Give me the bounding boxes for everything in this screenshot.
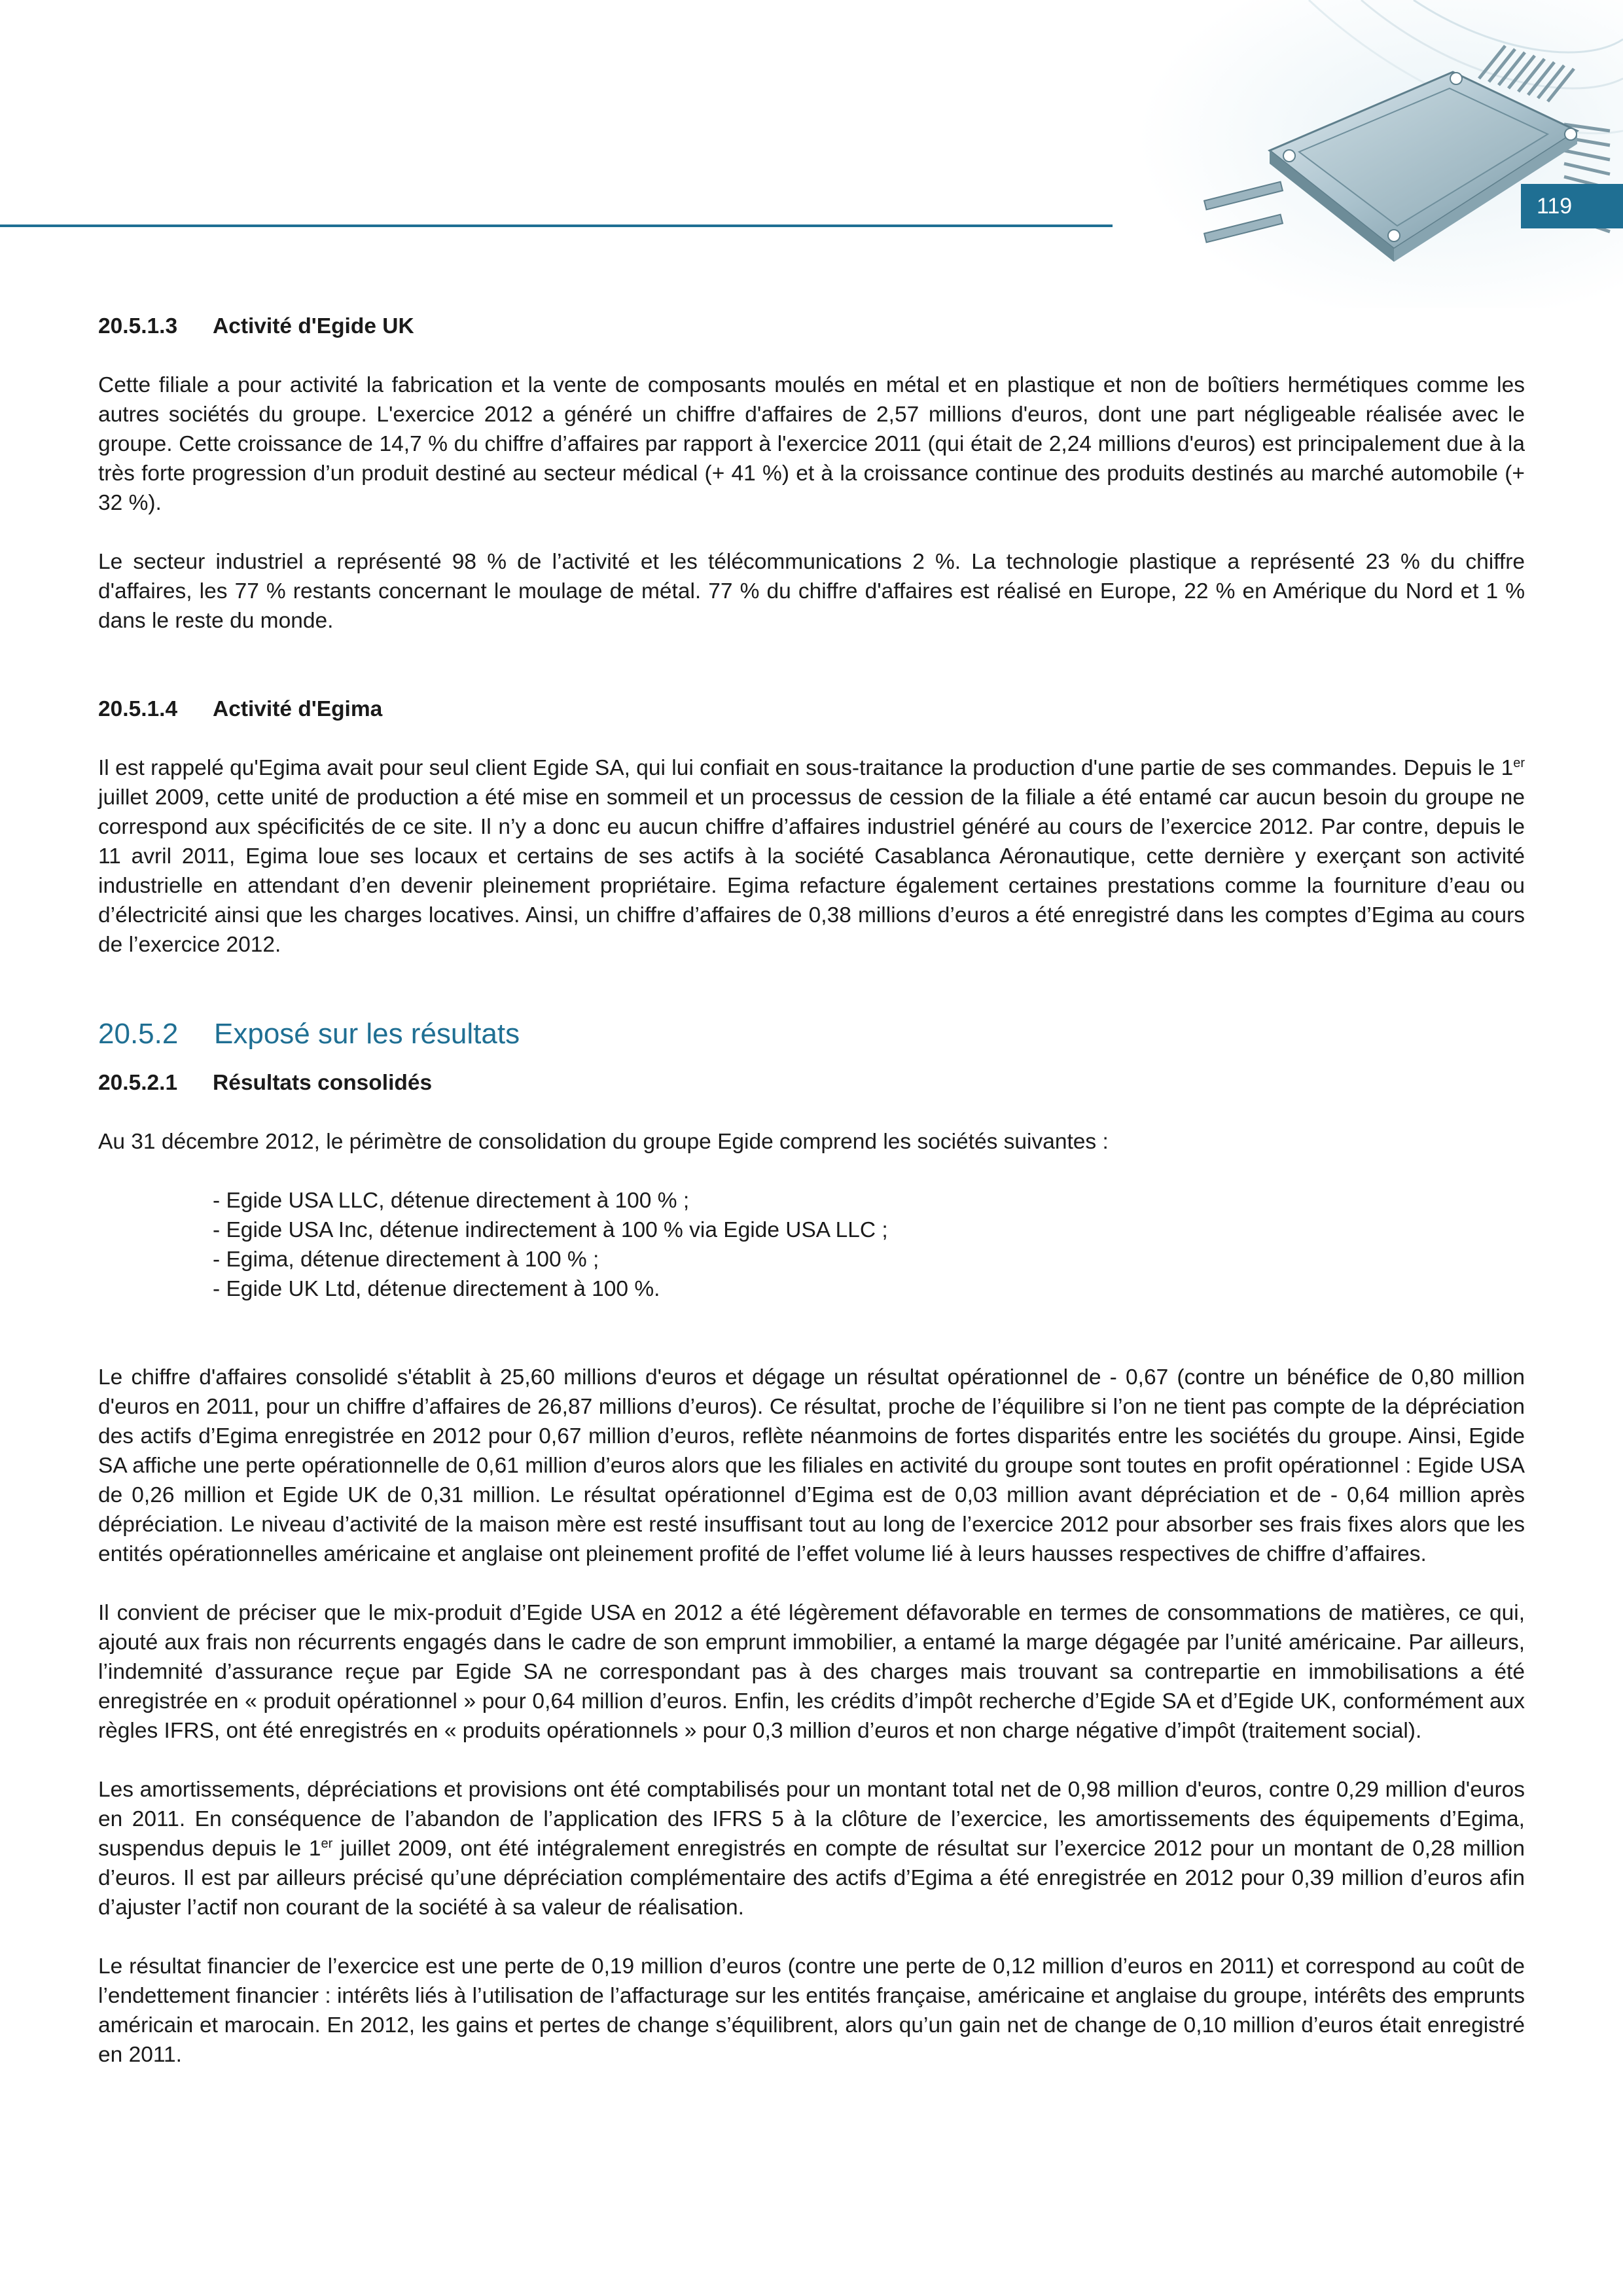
text-run: Il est rappelé qu'Egima avait pour seul client Egide SA, qui lui confiait en sous-traitance la production d'une partie de ses commandes. Depuis le 1 [98,756,1514,780]
section-title: Activité d'Egima [213,697,383,721]
section-heading-20513 [98,312,1525,341]
paragraph: Le résultat financier de l’exercice est une perte de 0,19 million d’euros (contre une perte de 0,12 million d’euros en 2011) et correspond au coût de l’endettement financier : intérêts liés à l’utilisation de l’affacturage sur les entités française, américaine et anglaise du groupe, intérêts des emprunts américain et marocain. En 2012, les gains et pertes de change s’équilibrent, alors qu’un gain net de change de 0,10 million d’euros était enregistré en 2011. [98,1954,1525,2067]
paragraph [98,1775,1525,1922]
subsidiaries-list [98,1186,1525,1304]
header-rule [0,224,1113,227]
section-number: 20.5.2.1 [98,1071,178,1095]
document-body [98,262,1525,2070]
section-heading-2052 [98,1016,1525,1052]
list-item: - Egide USA LLC, détenue directement à 100 % ; [213,1189,690,1213]
paragraph: Au 31 décembre 2012, le périmètre de consolidation du groupe Egide comprend les sociétés suivantes : [98,1130,1109,1154]
superscript: er [1513,755,1525,770]
list-item: - Egide USA Inc, détenue indirectement à 100 % via Egide USA LLC ; [213,1218,888,1242]
section-number: 20.5.1.4 [98,697,178,721]
text-run: juillet 2009, ont été intégralement enregistrés en compte de résultat sur l’exercice 2012 pour un montant de 0,28 million d’euros. Il est par ailleurs précisé qu’une dépréciation complémentaire des actifs d’Egima a été enregistrée en 2012 pour 0,39 million d’euros afin d’ajuster l’actif non courant de la société à sa valeur de réalisation. [98,1837,1525,1920]
paragraph: Il convient de préciser que le mix-produit d’Egide USA en 2012 a été légèrement défavorable en termes de consommations de matières, ce qui, ajouté aux frais non récurrents engagés dans le cadre de son emprunt immobilier, a entamé la marge dégagée par l’unité américaine. Par ailleurs, l’indemnité d’assurance reçue par Egide SA ne correspondant pas à des charges mais trouvant sa contrepartie en immobilisations a été enregistrée en « produit opérationnel » pour 0,64 million d’euros. Enfin, les crédits d’impôt recherche d’Egide SA et d’Egide UK, conformément aux règles IFRS, ont été enregistrés en « produits opérationnels » pour 0,3 million d’euros et non charge négative d’impôt (traitement social). [98,1601,1525,1743]
section-heading-20514 [98,694,1525,724]
paragraph: Cette filiale a pour activité la fabrication et la vente de composants moulés en métal et en plastique et non de boîtiers hermétiques comme les autres sociétés du groupe. L'exercice 2012 a généré un chiffre d'affaires de 2,57 millions d'euros, dont une part négligeable réalisée avec le groupe. Cette croissance de 14,7 % du chiffre d’affaires par rapport à l'exercice 2011 (qui était de 2,24 millions d'euros) est principalement due à la très forte progression d’un produit destiné au secteur médical (+ 41 %) et à la croissance continue des produits destinés au marché automobile (+ 32 %). [98,373,1525,515]
text-run: Les amortissements, dépréciations et provisions ont été comptabilisés pour un montant total net de 0,98 million d'euros, contre 0,29 million d'euros en 2011. En conséquence de l’abandon de l’application des IFRS 5 à la clôture de l’exercice, les amortissements des équipements d’Egima, suspendus depuis le 1 [98,1778,1525,1861]
page-number: 119 [1521,184,1623,228]
section-title: Activité d'Egide UK [213,314,414,338]
section-title: Résultats consolidés [213,1071,433,1095]
list-item: - Egima, détenue directement à 100 % ; [213,1247,599,1272]
paragraph [98,753,1525,960]
section-number: 20.5.1.3 [98,314,178,338]
text-run: juillet 2009, cette unité de production a été mise en sommeil et un processus de cession de la filiale a été entamé car aucun besoin du groupe ne correspond aux spécificités de ce site. Il n’y a donc eu aucun chiffre d’affaires industriel généré au cours de l’exercice 2012. Par contre, depuis le 11 avril 2011, Egima loue ses locaux et certains de ses actifs à la société Casablanca Aéronautique, cette dernière y exerçant son activité industrielle en attendant d’en devenir pleinement propriétaire. Egima refacture également certaines prestations comme la fourniture d’eau ou d’électricité ainsi que les charges locatives. Ainsi, un chiffre d’affaires de 0,38 millions d’euros a été enregistré dans les comptes d’Egima au cours de l’exercice 2012. [98,785,1525,957]
paragraph: Le chiffre d'affaires consolidé s'établit à 25,60 millions d'euros et dégage un résultat opérationnel de - 0,67 (contre un bénéfice de 0,80 million d'euros en 2011, pour un chiffre d’affaires de 26,87 millions d’euros). Ce résultat, proche de l’équilibre si l’on ne tient pas compte de la dépréciation des actifs d’Egima enregistrée en 2012 pour 0,67 million d’euros, reflète néanmoins de fortes disparités entre les sociétés du groupe. Ainsi, Egide SA affiche une perte opérationnelle de 0,61 million d’euros alors que les filiales en activité du groupe sont toutes en profit opérationnel : Egide USA de 0,26 million et Egide UK de 0,31 million. Le résultat opérationnel d’Egima est de 0,03 million avant dépréciation et de - 0,64 million après dépréciation. Le niveau d’activité de la maison mère est resté insuffisant tout au long de l’exercice 2012 pour absorber ses frais fixes alors que les entités opérationnelles américaine et anglaise ont pleinement profité de l’effet volume lié à leurs hausses respectives de chiffre d’affaires. [98,1365,1525,1566]
section-number: 20.5.2 [98,1018,179,1050]
paragraph: Le secteur industriel a représenté 98 % de l’activité et les télécommunications 2 %. La technologie plastique a représenté 23 % du chiffre d'affaires, les 77 % restants concernant le moulage de métal. 77 % du chiffre d'affaires est réalisé en Europe, 22 % en Amérique du Nord et 1 % dans le reste du monde. [98,550,1525,633]
section-heading-20521 [98,1068,1525,1098]
section-title: Exposé sur les résultats [214,1018,520,1050]
superscript: er [321,1836,333,1851]
list-item: - Egide UK Ltd, détenue directement à 100 %. [213,1277,660,1301]
